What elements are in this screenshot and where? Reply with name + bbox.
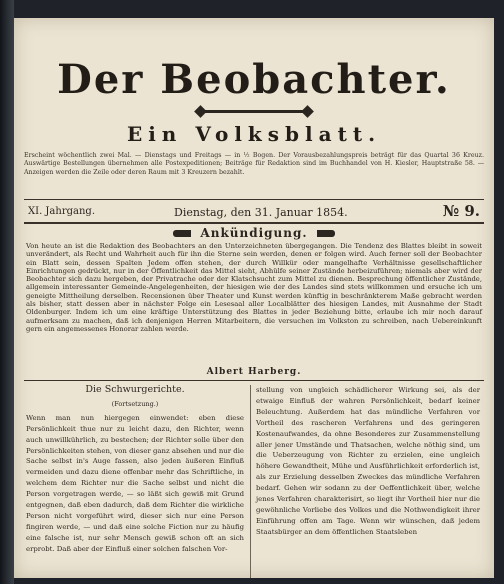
announcement-heading xyxy=(14,226,494,240)
article-subtitle: (Fortsetzung.) xyxy=(111,399,159,408)
book-spine xyxy=(0,0,14,584)
issue-row xyxy=(24,203,484,221)
issue-year: XI. Jahrgang. xyxy=(28,206,96,217)
pointing-hand-right-icon xyxy=(317,230,335,237)
newspaper-page xyxy=(14,18,494,578)
column-divider xyxy=(250,385,251,578)
ornament-rule xyxy=(204,110,304,113)
masthead-subtitle: Ein Volksblatt. xyxy=(126,122,382,146)
announcement-signature: Albert Harberg. xyxy=(206,367,302,377)
article-left-text: Wenn man nun hiergegen einwendet: eben diese Persönlichkeit thue nur zu leicht dazu, den Richter, wenn auch unwillkührlich, zu bestechen; der Richter solle über den Persönlichkeiten stehen, von dieser ganz absehen und nur die Sache selbst in's Auge fassen, also jeden äußeren Einfluß vermeiden und dazu diene offenbar mehr das Schriftliche, in welchem dem Richter nur die Sache selbst und nicht die Person vorgetragen werde, — so läßt sich gewiß mit Grund entgegnen, daß eben dadurch, daß dem Richter die wirkliche Person nicht vorgeführt wird, dieser sich nur eine Person fingiren werde, — und daß eine solche Fiction nur zu häufig eine falsche ist, nur sehr Mensch gewiß schon oft an sich erprobt. Daß aber der Einfluß einer solchen falschen Vor- xyxy=(26,413,244,553)
article-column-right xyxy=(256,385,480,538)
announcement-heading-text: Ankündigung. xyxy=(200,226,308,240)
subscription-notice: Erscheint wöchentlich zwei Mal. — Dienstags und Freitags — in ½ Bogen. Der Vorausbezahlungspreis beträgt für das Quartal 36 Kreuz. Auswärtige Bestellungen übernehmen alle Postexpeditionen; Beiträge für Redaktion sind im Buchhandel von H. Kiesler, Hauptstraße 58. — Anzeigen werden die Zeile oder deren Raum mit 3 Kreuzern bezahlt. xyxy=(24,152,484,176)
issue-date: Dienstag, den 31. Januar 1854. xyxy=(174,206,348,219)
section-rule xyxy=(24,380,484,381)
top-rule xyxy=(24,199,484,200)
article-right-text: stellung von ungleich schädlicherer Wirkung sei, als der etwaige Einfluß der wahren Persönlichkeit, bedarf keiner Beleuchtung. Außerdem hat das mündliche Verfahren vor Vortheil des rascheren Verfahrens und des geringeren Kostenaufwandes, da ohne Besonderes zur Zusammenstellung aller jener Umstände und Thatsachen, welche nöthig sind, um die Ueberzeugung von Richter zu erzielen, eine ungleich höhere Gewandtheit, Mühe und Ausführlichkeit erforderlich ist, als zur Erzielung desselben Zweckes das mündliche Verfahren bedarf. Gehen wir sodann zu der Oeffentlichkeit über, welche jenes Verfahren charakterisirt, so liegt ihr Vortheil hier nur die gewöhnliche Vorliebe des Volkes und die Nothwendigkeit ihrer Einführung offen am Tage. Wenn wir wünschen, daß jedem Staatsbürger an dem öffentlichen Staatsleben xyxy=(256,386,480,536)
announcement-body: Von heute an ist die Redaktion des Beobachters an den Unterzeichneten übergegangen. Die Tendenz des Blattes bleibt in soweit unverändert, als Recht und Wahrheit auch für ihn die Sterne sein werden, denen er folgen wird. Auch ferner soll der Beobachter ein Blatt sein, dessen Spalten Jedem offen stehen, der durch Willkür oder mangelhafte Verhältnisse gesellschaftlicher Einrichtungen gedrückt, nur in der Öffentlichkeit das Mittel sieht, Abhülfe seiner Zustände herbeizuführen; niemals aber wird der Beobachter sich dazu hergeben, der Privatrache oder der Klatschsucht zum Mittel zu dienen. Besprechung öffentlicher Zustände, allgemein interessanter Gemeinde-Angelegenheiten, der hiesigen wie der des Landes sind stets willkommen und ersuche ich um geneigte Mittheilung derselben. Recensionen über Theater und Kunst werden künftig in beschränkterem Maße gebracht werden als bisher, statt dessen aber in nächster Folge ein Lesesaal aller Localblätter des hiesigen Landes, mit Ausnahme der Stadt Oldenburger. Indem ich um eine kräftige Unterstützung des Blattes in jeder Beziehung bitte, erlaube ich mir noch darauf aufmerksam zu machen, daß ich denjenigen Herren Mitarbeitern, die versuchen im Volkston zu schreiben, nach Uebereinkunft gern ein angemessenes Honorar zahlen werde. xyxy=(26,242,482,333)
pointing-hand-left-icon xyxy=(173,230,191,237)
article-column-left xyxy=(26,385,244,555)
masthead-title: Der Beobachter. xyxy=(57,56,451,103)
issue-rule xyxy=(24,222,484,224)
issue-number: № 9. xyxy=(442,202,480,220)
article-title: Die Schwurgerichte. xyxy=(85,384,185,395)
